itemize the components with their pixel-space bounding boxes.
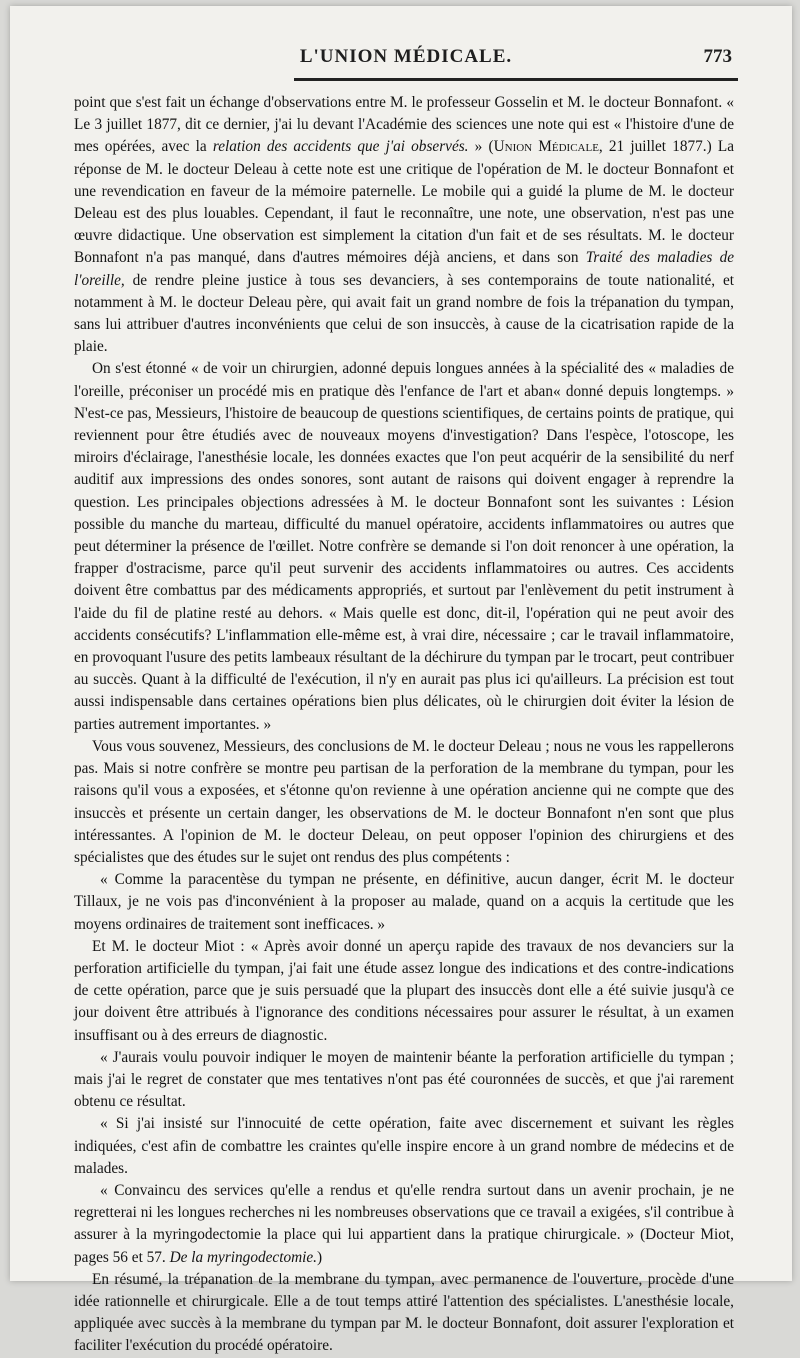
- text-run: , 21 juillet 1877.) La réponse de M. le docteur Deleau à cette note est une critique de l'opération de M. le docteur Bonnafont et une revendication en faveur de la mémoire paternelle. Le mobile qui a guidé la plume de M. le docteur Deleau est des plus louables. Cependant, il faut le reconnaître, une note, une observation, n'est pas une œuvre didactique. Une observation est simplement la citation d'un fait et de ses résultats. M. le docteur Bonnafont n'a pas manqué, dans d'autres mémoires déjà anciens, et dans son: [74, 138, 734, 267]
- running-title: L'UNION MÉDICALE.: [299, 46, 513, 67]
- quote-paragraph: « J'aurais voulu pouvoir indiquer le moyen de maintenir béante la perforation artificielle du tympan ; mais j'ai le regret de constater que mes tentatives n'ont pas été couronnées de succès, et que j'ai rarement obtenu ce résultat.: [74, 1048, 734, 1111]
- quote-paragraph: « Comme la paracentèse du tympan ne présente, en définitive, aucun danger, écrit M. le docteur Tillaux, je ne vois pas d'inconvénient à la proposer au malade, quand on a acquis la certitude que les moyens ordinaires de traitement sont inefficaces. »: [74, 871, 734, 933]
- italic-title: relation des accidents que j'ai observés.: [212, 138, 469, 156]
- paragraph: On s'est étonné « de voir un chirurgien, adonné depuis longues années à la spécialité des « maladies de l'oreille, préconiser un procédé mis en pratique dès l'enfance de l'art et aban« donné depuis longtemps. » N'est-ce pas, Messieurs, l'histoire de beaucoup de questions scientifiques, de certains points de pratique, qui reviennent pour être étudiés avec de nouveaux moyens d'investigation? Dans l'espèce, l'otoscope, les miroirs d'éclairage, l'anesthésie locale, les données exactes que l'on peut acquérir de la sensibilité du nerf auditif aux impressions des ondes sonores, sont autant de raisons qui doivent engager à reprendre la question. Les principales objections adressées à M. le docteur Bonnafont sont les suivantes : Lésion possible du manche du marteau, difficulté du manuel opératoire, accidents inflammatoires ou autres que peut déterminer la présence de l'œillet. Notre confrère se demande si l'on doit renoncer à une opération, la frapper d'ostracisme, parce qu'il peut survenir des accidents inflammatoires ou autres. Ces accidents doivent être combattus par des médicaments appropriés, et surtout par l'enlèvement du petit instrument à l'aide du fil de platine resté au dehors. « Mais quelle est donc, dit-il, l'opération qui ne peut avoir des accidents consécutifs? L'inflammation elle-même est, à vrai dire, nécessaire ; car le travail inflammatoire, en provoquant l'usure des petits lambeaux résultant de la déchirure du tympan par le trocart, peut contribuer au succès. Quant à la difficulté de l'exécution, il n'y en aurait pas plus ici qu'ailleurs. La précision est tout aussi indispensable dans certaines opérations bien plus délicates, où le chirurgien doit éviter la lésion de parties autrement importantes. »: [74, 360, 734, 733]
- paragraph-continuation: [74, 92, 734, 358]
- newspaper-page: [10, 6, 792, 1355]
- page-header: [74, 40, 738, 80]
- text-run: « Convaincu des services qu'elle a rendus et qu'elle rendra surtout dans un avenir prochain, je ne regretterai ni les longues recherches ni les nombreuses observations que ce travail a exigées, s'il contribue à assurer à la myringodectomie la place qui lui appartient dans la pratique chirurgicale. » (Docteur Miot, pages 56 et 57.: [74, 1181, 734, 1266]
- italic-title: De la myringodectomie.: [169, 1248, 317, 1266]
- quote-paragraph: « Si j'ai insisté sur l'innocuité de cette opération, faite avec discernement et suivant les règles indiquées, c'est afin de combattre les craintes qu'elle inspire encore à un grand nombre de médecins et de malades.: [74, 1115, 734, 1177]
- italic-title: Traité des maladies de l'oreille,: [74, 249, 735, 289]
- text-run: » (: [468, 138, 494, 156]
- paragraph: Vous vous souvenez, Messieurs, des conclusions de M. le docteur Deleau ; nous ne vous les rappellerons pas. Mais si notre confrère se montre peu partisan de la perforation de la membrane du tympan, pour les raisons qu'il vous a exposées, et s'étonne qu'on revienne à une opération ancienne qui ne compte que des insuccès et présente un certain danger, les observations de M. le docteur Bonnafont n'en sont que plus intéressantes. A l'opinion de M. le docteur Deleau, on peut opposer l'opinion des chirurgiens et des spécialistes que des études sur le sujet ont rendus des plus compétents :: [74, 737, 734, 866]
- text-run: point que s'est fait un échange d'observations entre M. le professeur Gosselin et M. le docteur Bonnafont. « Le 3 juillet 1877, dit ce dernier, j'ai lu devant l'Académie des sciences une note qui est « l'histoire d'une de mes opérées, avec la: [74, 94, 734, 156]
- text-run: de rendre pleine justice à tous ses devanciers, à ses contemporains de toute nationalité, et notamment à M. le docteur Deleau père, qui avait fait un grand nombre de fois la trépanation du tympan, sans lui attribuer d'autres inconvénients que celui de son insuccès, à cause de la cicatrisation rapide de la plaie.: [74, 271, 734, 356]
- text-run: ): [317, 1248, 323, 1266]
- quote-paragraph: [74, 1180, 734, 1269]
- journal-name: Union Médicale: [493, 138, 599, 156]
- page-number: 773: [703, 46, 732, 67]
- header-rule: [294, 78, 738, 81]
- paragraph: En résumé, la trépanation de la membrane du tympan, avec permanence de l'ouverture, procède d'une idée rationnelle et chirurgicale. Elle a de tout temps attiré l'attention des spécialistes. L'anesthésie locale, appliquée avec succès à la membrane du tympan par M. le docteur Bonnafont, doit assurer l'exploration et faciliter l'exécution du procédé opératoire.: [74, 1270, 734, 1355]
- article-body: [74, 92, 734, 1358]
- paragraph: Et M. le docteur Miot : « Après avoir donné un aperçu rapide des travaux de nos devanciers sur la perforation artificielle du tympan, j'ai fait une étude assez longue des indications et des contre-indications de cette opération, parce que je suis persuadé que la plupart des insuccès dont elle a été suivie jusqu'à ce jour doivent être attribués à l'ignorance des conditions nécessaires pour assurer le résultat, à un examen insuffisant ou à des erreurs de diagnostic.: [74, 937, 734, 1044]
